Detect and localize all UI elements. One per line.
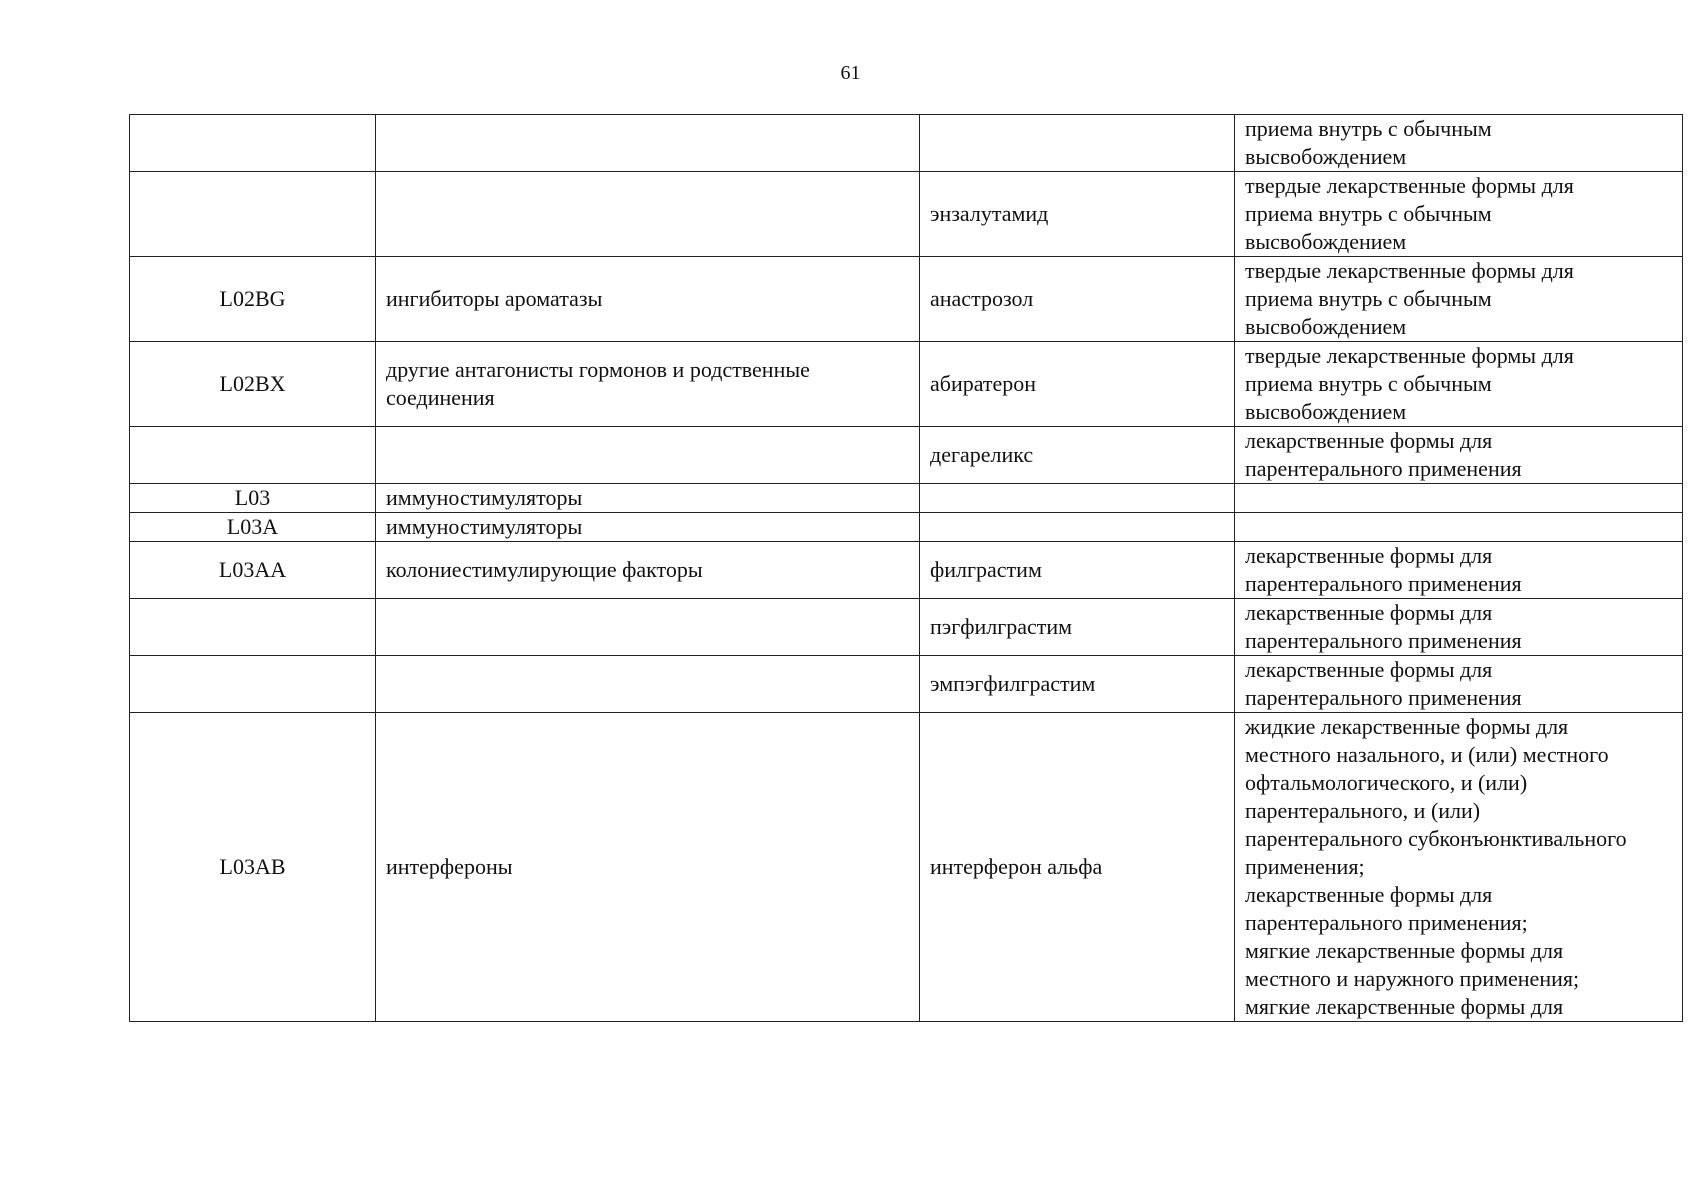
drug-cell [920,115,1235,172]
drug-cell: дегареликс [920,427,1235,484]
drug-cell: филграстим [920,542,1235,599]
atc-code-cell: L02BX [130,342,376,427]
atc-code-cell [130,427,376,484]
atc-code-cell: L03 [130,484,376,513]
table-row [130,713,1683,1022]
dosage-form-cell: лекарственные формы для парентерального применения [1235,427,1683,484]
drug-cell: абиратерон [920,342,1235,427]
table-row [130,257,1683,342]
group-cell [376,172,920,257]
dosage-form-cell: приема внутрь с обычным высвобождением [1235,115,1683,172]
group-cell [376,656,920,713]
table-row [130,656,1683,713]
atc-code-cell [130,599,376,656]
table-row [130,513,1683,542]
dosage-form-cell: твердые лекарственные формы для приема внутрь с обычным высвобождением [1235,172,1683,257]
dosage-form-cell [1235,484,1683,513]
drug-cell: анастрозол [920,257,1235,342]
drug-cell [920,484,1235,513]
group-cell: другие антагонисты гормонов и родственные соединения [376,342,920,427]
table-row [130,342,1683,427]
atc-code-cell: L03AA [130,542,376,599]
atc-code-cell: L02BG [130,257,376,342]
group-cell: иммуностимуляторы [376,484,920,513]
drug-cell: эмпэгфилграстим [920,656,1235,713]
dosage-form-cell [1235,513,1683,542]
atc-code-cell [130,656,376,713]
dosage-form-cell: жидкие лекарственные формы для местного назального, и (или) местного офтальмологического, и (или) парентерального, и (или) парентерального субконъюнктивального применения; лекарственные формы для парентерального применения; мягкие лекарственные формы для местного и наружного применения; мягкие лекарственные формы для [1235,713,1683,1022]
group-cell [376,115,920,172]
table-row [130,115,1683,172]
drug-cell [920,513,1235,542]
group-cell [376,599,920,656]
group-cell: колониестимулирующие факторы [376,542,920,599]
group-cell: иммуностимуляторы [376,513,920,542]
group-cell: ингибиторы ароматазы [376,257,920,342]
drug-cell: энзалутамид [920,172,1235,257]
drug-cell: пэгфилграстим [920,599,1235,656]
group-cell: интерфероны [376,713,920,1022]
atc-code-cell [130,115,376,172]
dosage-form-cell: лекарственные формы для парентерального применения [1235,542,1683,599]
table-row [130,599,1683,656]
table-row [130,172,1683,257]
table-row [130,427,1683,484]
dosage-form-cell: твердые лекарственные формы для приема внутрь с обычным высвобождением [1235,342,1683,427]
dosage-form-cell: твердые лекарственные формы для приема внутрь с обычным высвобождением [1235,257,1683,342]
drug-table [129,114,1683,1022]
table-row [130,542,1683,599]
group-cell [376,427,920,484]
atc-code-cell [130,172,376,257]
page-number: 61 [840,62,861,84]
atc-code-cell: L03A [130,513,376,542]
dosage-form-cell: лекарственные формы для парентерального применения [1235,599,1683,656]
dosage-form-cell: лекарственные формы для парентерального применения [1235,656,1683,713]
table-row [130,484,1683,513]
drug-cell: интерферон альфа [920,713,1235,1022]
atc-code-cell: L03AB [130,713,376,1022]
